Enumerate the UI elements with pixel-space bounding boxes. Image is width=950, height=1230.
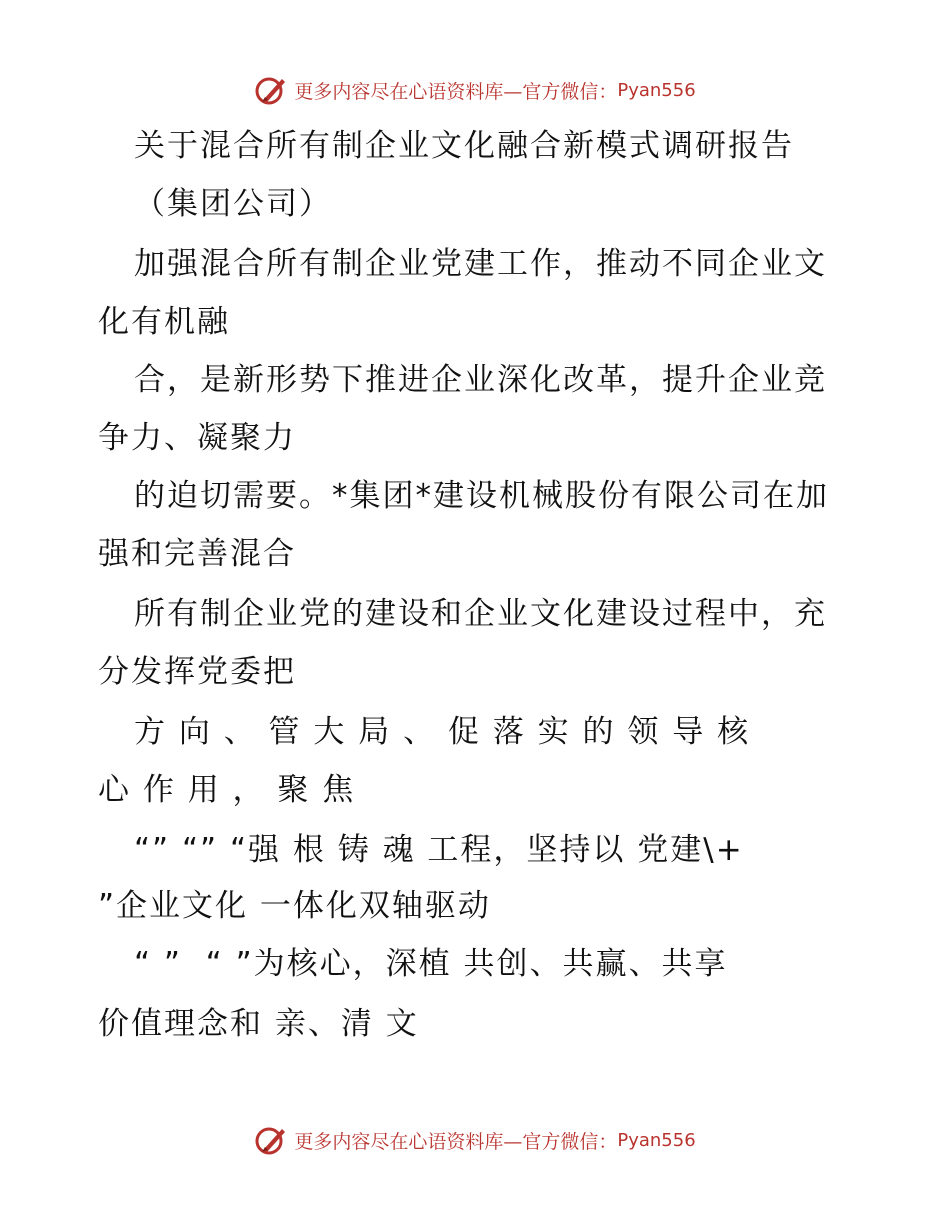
- paragraph-line-2: 化有机融: [98, 304, 230, 340]
- document-title: 关于混合所有制企业文化融合新模式调研报告: [134, 128, 794, 164]
- paragraph-line-8: 分发挥党委把: [98, 654, 296, 690]
- paragraph-line-14: 价值理念和 亲、清 文: [98, 1006, 419, 1042]
- quill-pen-logo-icon: [254, 1123, 288, 1157]
- document-subtitle: （集团公司）: [134, 186, 332, 222]
- paragraph-line-7: 所有制企业党的建设和企业文化建设过程中，充: [134, 596, 827, 632]
- paragraph-line-1: 加强混合所有制企业党建工作，推动不同企业文: [134, 246, 827, 282]
- banner-text: 更多内容尽在心语资料库—官方微信：: [294, 1130, 618, 1153]
- banner-wechat-id: Pyan556: [617, 1129, 696, 1151]
- paragraph-line-6: 强和完善混合: [98, 536, 296, 572]
- paragraph-line-4: 争力、凝聚力: [98, 420, 296, 456]
- banner-text: 更多内容尽在心语资料库—官方微信：: [294, 80, 618, 103]
- paragraph-line-3: 合，是新形势下推进企业深化改革，提升企业竞: [134, 362, 827, 398]
- paragraph-line-9: 方 向 、 管 大 局 、 促 落 实 的 领 导 核: [134, 714, 751, 750]
- paragraph-line-10: 心 作 用 ， 聚 焦: [98, 772, 356, 808]
- paragraph-line-11: “” “” “强 根 铸 魂 工程，坚持以 党建\+: [134, 832, 744, 868]
- quill-pen-logo-icon: [254, 73, 288, 107]
- banner-wechat-id: Pyan556: [617, 79, 696, 101]
- footer-banner: [0, 1120, 950, 1160]
- header-banner: [0, 70, 950, 110]
- paragraph-line-5: 的迫切需要。*集团*建设机械股份有限公司在加: [134, 478, 829, 514]
- paragraph-line-13: “ ” “ ”为核心，深植 共创、共赢、共享: [134, 946, 728, 982]
- paragraph-line-12: ”企业文化 一体化双轴驱动: [98, 888, 491, 924]
